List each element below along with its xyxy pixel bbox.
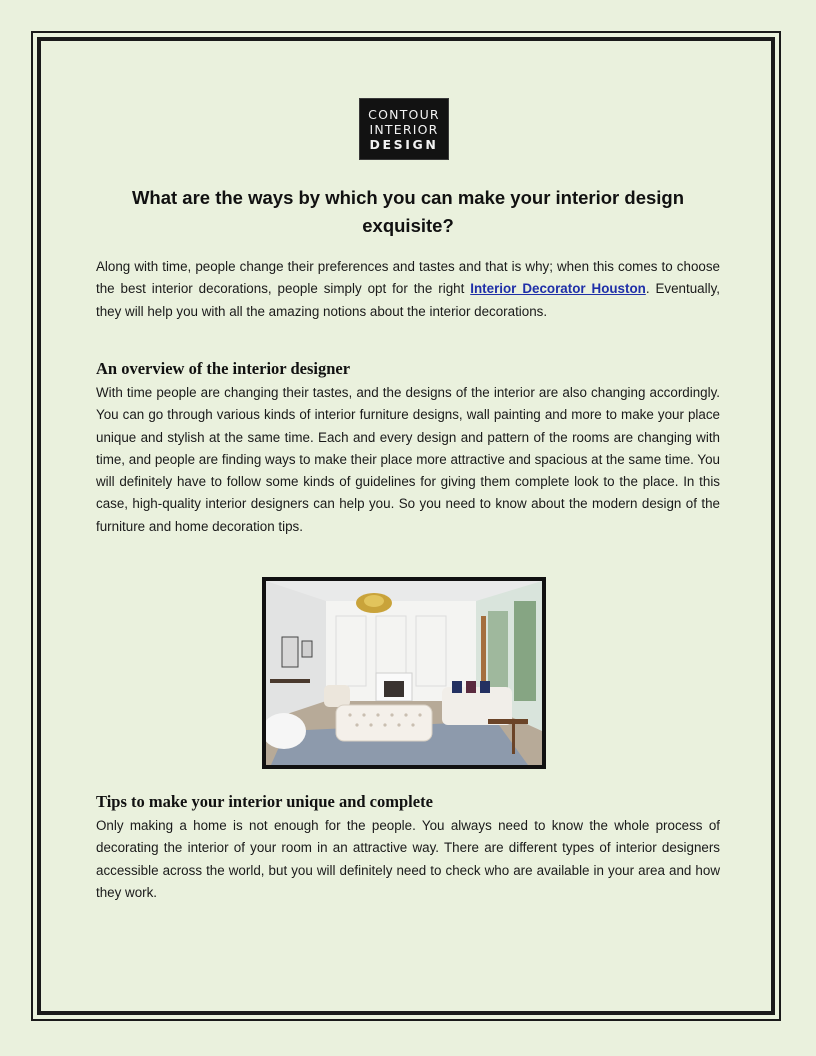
- section-heading-overview: An overview of the interior designer: [96, 359, 351, 378]
- section-heading-tips: Tips to make your interior unique and complete: [96, 792, 433, 811]
- intro-text-end: . Eventually, they will help you with all the amazing notions about the interior decorations.: [96, 281, 720, 319]
- logo-line-1: CONTOUR: [368, 106, 440, 122]
- intro-paragraph: [96, 256, 720, 323]
- living-room-photo: [262, 577, 546, 769]
- contour-interior-design-logo: [359, 98, 449, 160]
- logo-line-2: INTERIOR: [369, 121, 439, 137]
- interior-decorator-houston-link[interactable]: Interior Decorator Houston: [470, 281, 646, 297]
- intro-text-start: Along with time, people change their preferences and tastes and that is why; when this comes to choose the best interior decorations, people simply opt for the right: [96, 259, 720, 297]
- logo-line-3: DESIGN: [369, 136, 439, 152]
- tips-paragraph: Only making a home is not enough for the people. You always need to know the whole process of decorating the interior of your room in an attractive way. There are different types of interior designers accessible across the world, but you will definitely need to check who are available in your area and how they work.: [96, 818, 720, 900]
- living-room-illustration: [266, 581, 542, 765]
- overview-paragraph: With time people are changing their tastes, and the designs of the interior are also changing accordingly. You can go through various kinds of interior furniture designs, wall painting and more to make your place unique and stylish at the same time. Each and every design and pattern of the rooms are changing with time, and people are finding ways to make their place more attractive and spacious at the same time. You will definitely have to follow some kinds of guidelines for giving them complete look to the place. In this case, high-quality interior designers can help you. So you need to know about the modern design of the furniture and home decoration tips.: [96, 385, 720, 534]
- page-title: What are the ways by which you can make your interior design exquisite?: [131, 187, 685, 236]
